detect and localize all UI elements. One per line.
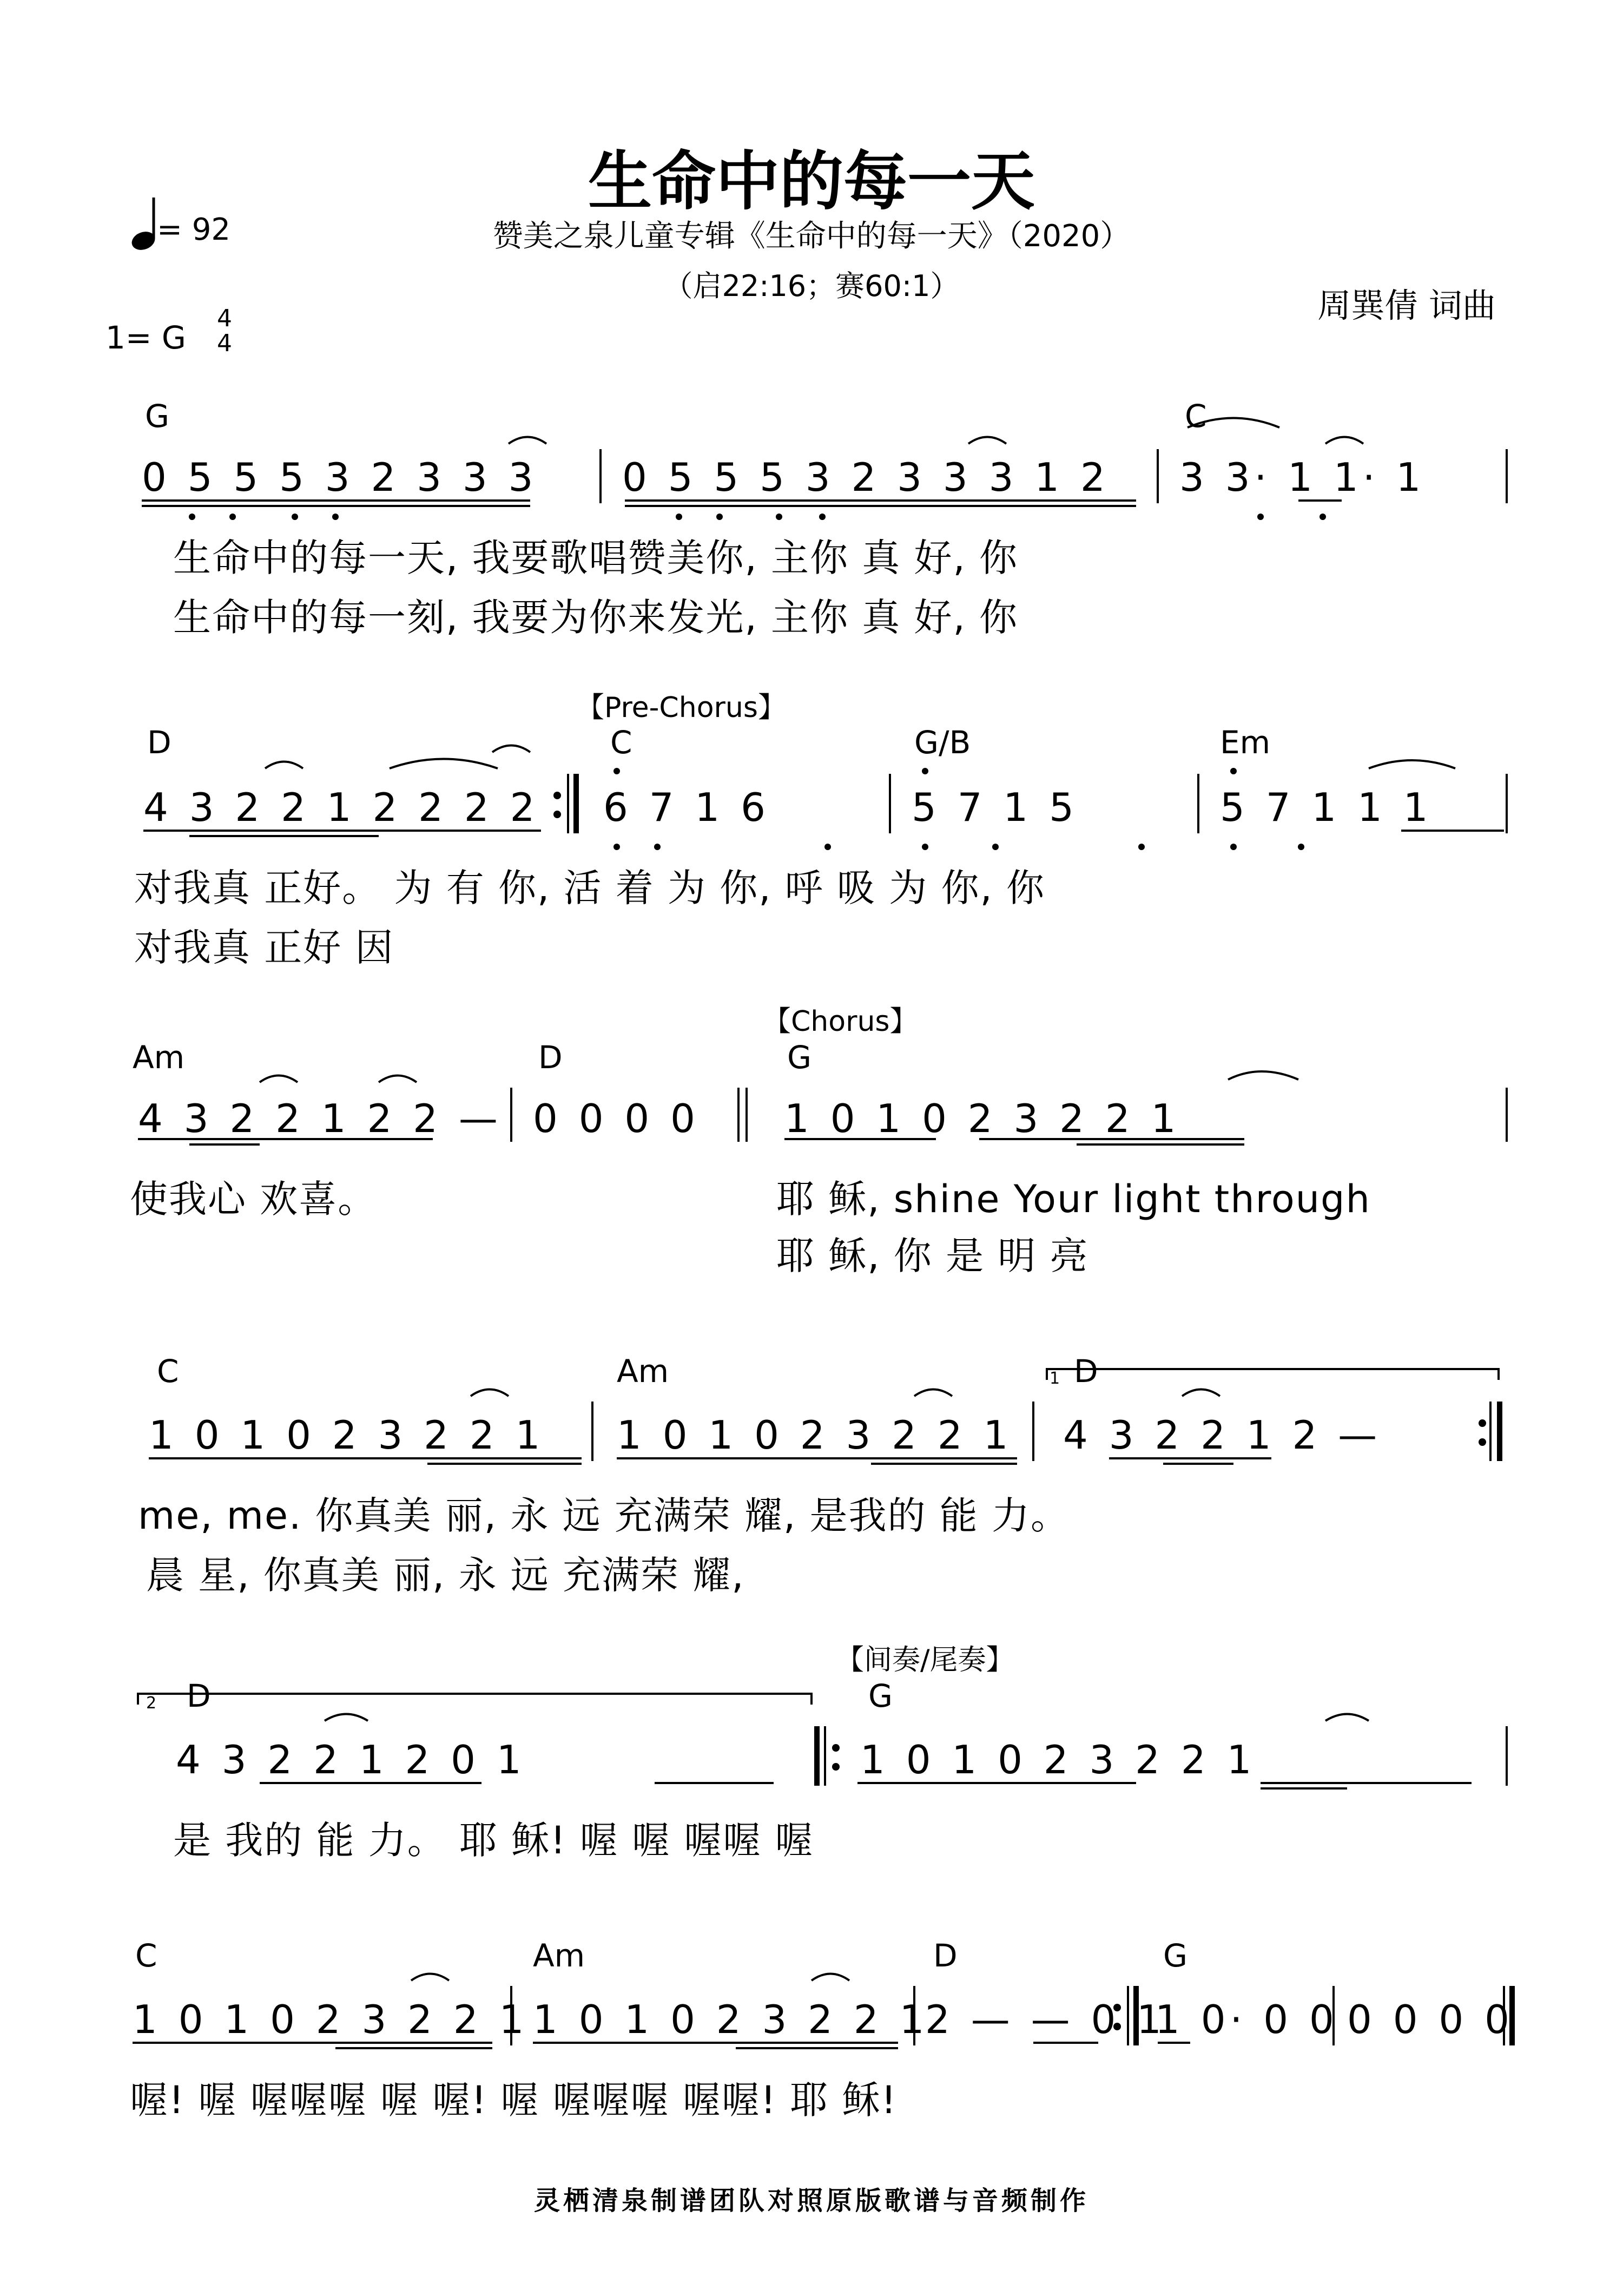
lyrics-line1-verse1: 生命中的每一天, 我要歌唱赞美你, 主你 真 好, 你 bbox=[173, 536, 1019, 580]
chord-g: G bbox=[1163, 1937, 1187, 1974]
notes-line6-m4: 1 0· 0 0 bbox=[1155, 1997, 1338, 2042]
tempo-marking: = 92 bbox=[157, 212, 230, 247]
lyrics-line4-verse2: 晨 星, 你真美 丽, 永 远 充满荣 耀, bbox=[146, 1553, 745, 1597]
notes-line5-m2: 1 0 1 0 2 3 2 2 1 bbox=[860, 1737, 1256, 1782]
lyrics-line4-verse1: me, me. 你真美 丽, 永 远 充满荣 耀, 是我的 能 力。 bbox=[138, 1494, 1070, 1538]
chord-am: Am bbox=[133, 1039, 185, 1076]
chord-d: D bbox=[538, 1039, 563, 1076]
chord-am: Am bbox=[617, 1353, 669, 1390]
lyrics-line2-verse2: 对我真 正好 因 bbox=[134, 925, 394, 970]
notes-line6-m2: 1 0 1 0 2 3 2 2 1 bbox=[533, 1997, 929, 2042]
chord-em: Em bbox=[1220, 724, 1271, 761]
chord-c: C bbox=[135, 1937, 157, 1974]
key-signature: 1= G bbox=[105, 319, 186, 356]
notes-line3-m2: 0 0 0 0 bbox=[533, 1096, 700, 1141]
lyrics-line6: 喔! 喔 喔喔喔 喔 喔! 喔 喔喔喔 喔喔! 耶 稣! bbox=[130, 2078, 898, 2122]
time-signature-top: 4 bbox=[217, 305, 232, 332]
chord-g: G bbox=[868, 1677, 893, 1714]
notes-line1-m3: 3 3· 1 1· 1 bbox=[1179, 455, 1426, 500]
scripture-reference: （启22:16；赛60:1） bbox=[663, 269, 960, 303]
notes-line6-m3: 2 — — 0 1 bbox=[925, 1997, 1166, 2042]
lyrics-line1-verse2: 生命中的每一刻, 我要为你来发光, 主你 真 好, 你 bbox=[173, 595, 1019, 640]
chord-d: D bbox=[933, 1937, 958, 1974]
section-pre-chorus: 【Pre-Chorus】 bbox=[576, 692, 786, 724]
album-subtitle: 赞美之泉儿童专辑《生命中的每一天》（2020） bbox=[492, 219, 1131, 254]
lyrics-line3-verse1: 使我心 欢喜。 bbox=[130, 1177, 377, 1221]
section-interlude: 【间奏/尾奏】 bbox=[836, 1644, 1014, 1676]
notes-line1-m1: 0 5 5 5 3 2 3 3 3 bbox=[142, 455, 538, 500]
lyrics-line2-verse1: 对我真 正好。 为 有 你, 活 着 为 你, 呼 吸 为 你, 你 bbox=[134, 866, 1046, 910]
chord-c: C bbox=[610, 724, 632, 761]
ending-1-label: 1 bbox=[1050, 1369, 1060, 1388]
song-title: 生命中的每一天 bbox=[588, 144, 1035, 219]
chord-d: D bbox=[147, 724, 171, 761]
chord-d: D bbox=[187, 1677, 211, 1714]
chord-d: D bbox=[1074, 1353, 1098, 1390]
composer-credit: 周巽倩 词曲 bbox=[1317, 286, 1496, 325]
ending-2-label: 2 bbox=[146, 1694, 157, 1713]
lyrics-line5: 是 我的 能 力。 耶 稣! 喔 喔 喔喔 喔 bbox=[173, 1818, 814, 1863]
chord-g-b: G/B bbox=[914, 724, 971, 761]
chord-g: G bbox=[145, 398, 169, 435]
chord-am: Am bbox=[533, 1937, 585, 1974]
notes-line3-m3: 1 0 1 0 2 3 2 2 1 bbox=[784, 1096, 1180, 1141]
notes-line2-m3: 5 7 1 5 bbox=[912, 785, 1078, 830]
notes-line6-m5: 0 0 0 0 bbox=[1347, 1997, 1514, 2042]
chord-c: C bbox=[157, 1353, 179, 1390]
lyrics-line3-chorus2: 耶 稣, 你 是 明 亮 bbox=[776, 1234, 1089, 1278]
notes-line2-m1: 4 3 2 2 1 2 2 2 2 bbox=[143, 785, 539, 830]
chord-g: G bbox=[787, 1039, 812, 1076]
notes-line4-m1: 1 0 1 0 2 3 2 2 1 bbox=[149, 1412, 545, 1458]
notes-line2-m4: 5 7 1 1 1 bbox=[1220, 785, 1433, 830]
section-chorus: 【Chorus】 bbox=[763, 1005, 918, 1038]
notes-line5-m1: 4 3 2 2 1 2 0 1 bbox=[176, 1737, 526, 1782]
lyrics-line3-chorus1: 耶 稣, shine Your light through bbox=[776, 1177, 1371, 1221]
notes-line4-m3: 4 3 2 2 1 2 — bbox=[1063, 1412, 1382, 1458]
notes-line1-m2: 0 5 5 5 3 2 3 3 3 1 2 bbox=[622, 455, 1110, 500]
notes-line3-m1: 4 3 2 2 1 2 2 — bbox=[138, 1096, 502, 1141]
time-signature-bottom: 4 bbox=[217, 330, 232, 357]
notes-line2-m2: 6 7 1 6 bbox=[603, 785, 770, 830]
notes-line6-m1: 1 0 1 0 2 3 2 2 1 bbox=[133, 1997, 529, 2042]
notes-line4-m2: 1 0 1 0 2 3 2 2 1 bbox=[617, 1412, 1013, 1458]
footer-credit: 灵栖清泉制谱团队对照原版歌谱与音频制作 bbox=[533, 2186, 1089, 2216]
chord-c: C bbox=[1185, 398, 1207, 435]
